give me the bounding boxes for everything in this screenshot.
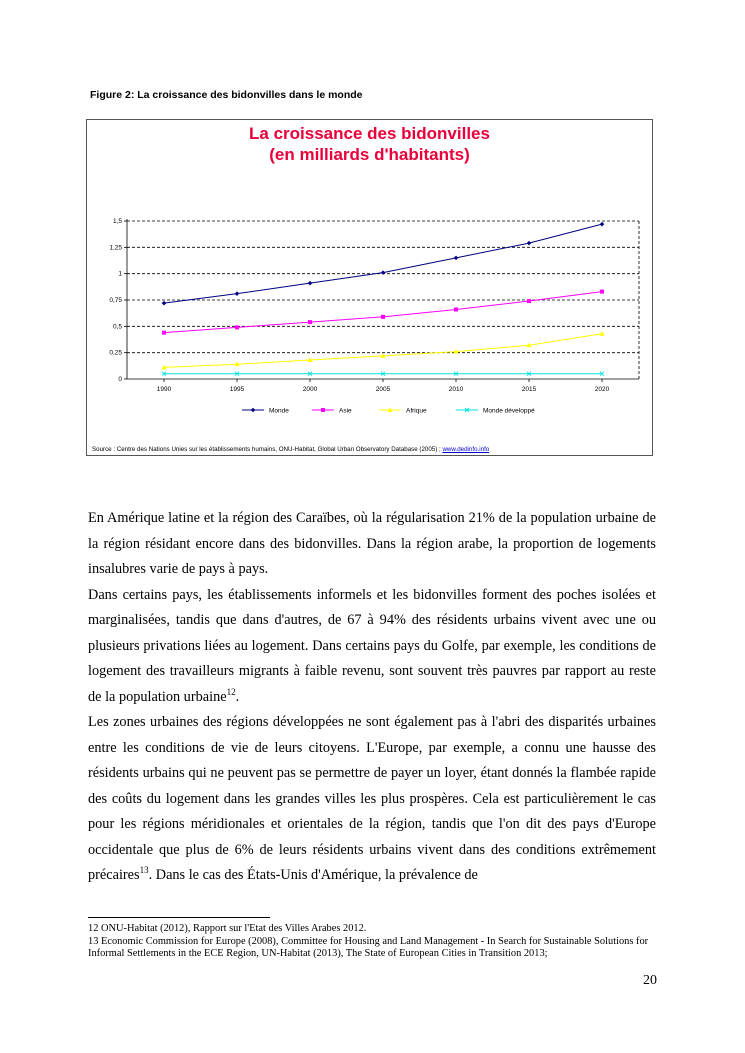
legend-marker (251, 408, 256, 413)
x-tick-label: 2015 (521, 386, 537, 393)
paragraph-1-text: En Amérique latine et la région des Caraïbes, où la régularisation 21% de la population urbaine de la région résidant encore dans des bidonvilles. Dans la région arabe, la proportion de logements insalubres varie de pays à pays. (88, 510, 656, 577)
data-point (235, 325, 239, 329)
chart-source-text: Source : Centre des Nations Unies sur les établissements humains, ONU-Habitat, Global Urban Observatory Database (2005) ; (92, 446, 443, 453)
paragraph-2-text: Dans certains pays, les établissements informels et les bidonvilles forment des poches isolées et marginalisées, tandis que dans d'autres, de 67 à 94% des résidents urbains vivent avec une ou plusieurs privations liées au logement. Dans certains pays du Golfe, par exemple, les conditions de logement des travailleurs migrants à faible revenu, sont souvent très pauvres par rapport au reste de la population urbaine (88, 586, 656, 705)
legend-label: Afrique (406, 407, 427, 415)
footnote-ref-12[interactable]: 12 (226, 686, 236, 697)
chart-source-link[interactable]: www.dedinfo.info (442, 446, 490, 453)
data-point (527, 241, 532, 246)
data-point (381, 315, 385, 319)
data-point (454, 256, 459, 261)
data-point (235, 291, 240, 296)
y-tick-label: 1 (118, 270, 122, 278)
data-point (454, 307, 458, 311)
y-tick-label: 0 (118, 376, 122, 383)
data-point (308, 281, 313, 286)
chart-source (92, 446, 489, 453)
x-tick-label: 1990 (156, 386, 172, 393)
legend-label: Monde (269, 407, 289, 415)
chart-title-line1: La croissance des bidonvilles (249, 124, 490, 143)
y-tick-label: 1,5 (112, 218, 122, 225)
data-point (600, 290, 604, 294)
legend-label: Asie (339, 407, 352, 415)
body-text (88, 506, 656, 889)
footnote-13: 13 Economic Commission for Europe (2008), Committee for Housing and Land Management - In Search for Sustainable Solutions for Informal Settlements in the ECE Region, UN-Habitat (2013), The State of European Cities in Transition 2013; (88, 935, 649, 959)
footnote-separator (88, 917, 270, 918)
footnotes (88, 923, 663, 961)
paragraph-3-text: Les zones urbaines des régions développées ne sont également pas à l'abri des disparités urbaines entre les conditions de vie de leurs citoyens. L'Europe, par exemple, a connu une hausse des résidents urbains qui ne peuvent pas se permettre de payer un loyer, étant donnés la flambée rapide des coûts du logement dans les grandes villes les plus prospères. Cela est particulièrement le cas pour les régions méridionales et orientales de la région, tandis que l'on dit des pays d'Europe occidentale que plus de 6% de leurs résidents urbains vivent dans des conditions extrêmement précaires (88, 714, 656, 883)
x-tick-label: 2005 (375, 386, 391, 393)
paragraph-3-end: . Dans le cas des États-Unis d'Amérique, la prévalence de (148, 867, 478, 883)
chart-container (86, 119, 653, 456)
y-tick-label: 1,25 (109, 244, 122, 252)
data-point (381, 270, 386, 275)
paragraph-3 (88, 710, 656, 889)
line-chart (87, 120, 652, 455)
x-tick-label: 2000 (302, 386, 318, 393)
footnote-12: 12 ONU-Habitat (2012), Rapport sur l'Etat des Villes Arabes 2012. (88, 923, 367, 934)
data-point (162, 301, 167, 306)
paragraph-1 (88, 506, 656, 583)
x-tick-label: 2010 (448, 386, 464, 393)
y-tick-label: 0,75 (109, 297, 122, 304)
chart-title-line2: (en milliards d'habitants) (269, 145, 470, 164)
paragraph-2-end: . (235, 688, 240, 705)
data-point (308, 320, 312, 324)
y-tick-label: 0,5 (112, 323, 122, 331)
data-point (527, 299, 531, 303)
series-line-2 (164, 334, 602, 368)
paragraph-2 (88, 583, 656, 711)
page-number: 20 (643, 973, 657, 988)
y-tick-label: 0,25 (109, 349, 122, 357)
figure-caption: Figure 2: La croissance des bidonvilles dans le monde (90, 89, 363, 101)
legend-label: Monde développé (483, 407, 535, 415)
data-point (600, 222, 605, 227)
legend-marker (321, 408, 325, 412)
x-tick-label: 2020 (594, 386, 610, 393)
data-point (599, 331, 604, 336)
x-tick-label: 1995 (229, 386, 245, 393)
series-line-0 (164, 224, 602, 303)
data-point (162, 331, 166, 335)
footnote-ref-13[interactable]: 13 (139, 865, 149, 876)
